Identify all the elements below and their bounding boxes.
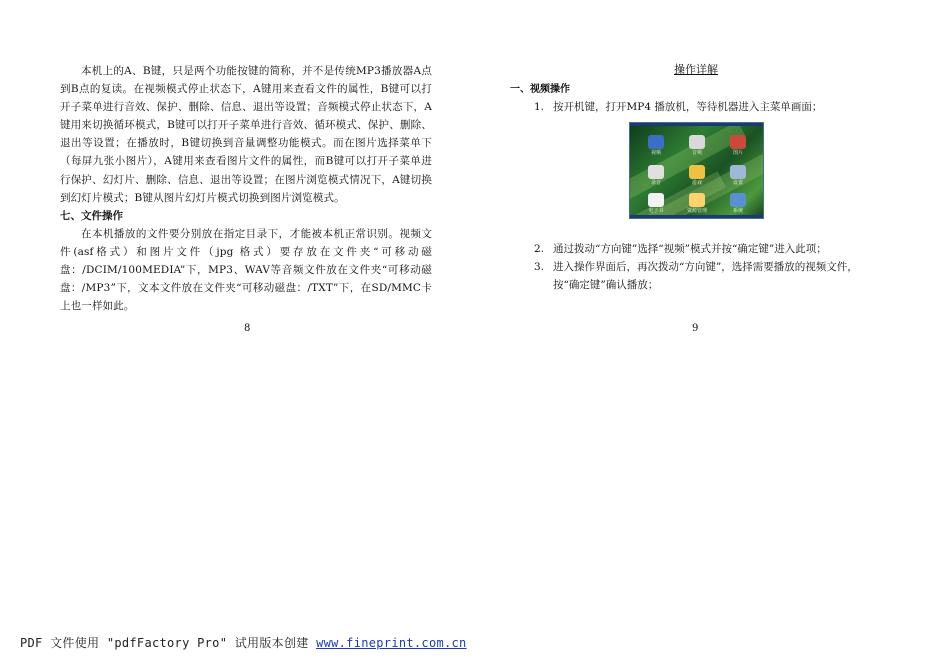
- main-menu-screenshot: [629, 122, 764, 219]
- step-3: [510, 258, 882, 294]
- step-3-number: 3.: [534, 261, 545, 274]
- system-icon: 系统: [726, 193, 750, 214]
- step-2-number: 2.: [534, 243, 545, 255]
- step-1-text: 按开机键，打开MP4 播放机，等待机器进入主菜单画面；: [553, 101, 823, 113]
- right-steps-continued: [510, 240, 882, 294]
- pdf-watermark-footer: [20, 634, 467, 651]
- section-heading-video: 一、视频操作: [510, 84, 570, 95]
- menu-icon-video: [648, 135, 664, 149]
- menu-icon-system: [730, 193, 746, 207]
- page-number-left: 8: [244, 323, 251, 334]
- footer-link[interactable]: www.fineprint.com.cn: [316, 636, 467, 650]
- menu-icon-settings: [730, 165, 746, 179]
- settings-icon: 设置: [726, 165, 750, 186]
- menu-icon-audio: [689, 135, 705, 149]
- picture-icon: 图片: [726, 135, 750, 156]
- step-3-text: 进入操作界面后，再次拨动“方向键”，选择需要播放的视频文件，按“确定键”确认播放；: [553, 261, 858, 292]
- file-operation-text: 在本机播放的文件要分别放在指定目录下，才能被本机正常识别。视频文件(asf格式）和图片文件（jpg 格式）要存放在文件夹“可移动磁盘：/DCIM/100MEDIA”下，MP3、WAV等音频文件放在文件夹“可移动磁盘：/MP3”下，文本文件放在文件夹“可移动磁盘：/TXT”下，在SD/MMC卡上也一样如此。: [60, 227, 432, 313]
- menu-icon-browser: [689, 193, 705, 207]
- book-icon: 电子书: [644, 193, 668, 214]
- microphone-icon: 录音: [644, 165, 668, 186]
- page-number-right: 9: [692, 323, 699, 334]
- step-1-number: 1.: [534, 101, 545, 113]
- menu-icon-record: [648, 165, 664, 179]
- right-page: [510, 62, 882, 116]
- footer-text: PDF 文件使用 "pdfFactory Pro" 试用版本创建: [20, 636, 317, 650]
- file-operation-paragraph: [60, 225, 432, 315]
- step-1: [510, 98, 882, 116]
- page-title: 操作详解: [674, 63, 718, 76]
- menu-icon-ebook: [648, 193, 664, 207]
- left-page: [60, 62, 432, 315]
- game-icon: 游戏: [685, 165, 709, 186]
- section-heading-file-operation: 七、文件操作: [60, 209, 123, 222]
- left-intro-paragraph: [60, 62, 432, 207]
- step-2-text: 通过拨动“方向键”选择“视频”模式并按“确定键”进入此项；: [553, 243, 827, 255]
- menu-icon-game: [689, 165, 705, 179]
- film-icon: 视频: [644, 135, 668, 156]
- intro-text: 本机上的A、B键，只是两个功能按键的简称，并不是传统MP3播放器A点到B点的复读。在视频模式停止状态下，A键用来查看文件的属性，B键可以打开子菜单进行音效、保护、删除、信息、退出等设置；音频模式停止状态下，A键用来切换循环模式，B键可以打开子菜单进行音效、循环模式、保护、删除、退出等设置；在播放时，B键切换到音量调整功能模式。而在图片选择菜单下（每屏九张小图片），A键用来查看图片文件的属性，而B键可以打开子菜单进行保护、幻灯片、删除、信息、退出等设置；在图片浏览模式情况下，A键切换到幻灯片模式；B键从图片幻灯片模式切换到图片浏览模式。: [60, 65, 432, 204]
- folder-icon: 资源管理: [685, 193, 709, 214]
- menu-icon-picture: [730, 135, 746, 149]
- step-2: [510, 240, 882, 258]
- music-icon: 音频: [685, 135, 709, 156]
